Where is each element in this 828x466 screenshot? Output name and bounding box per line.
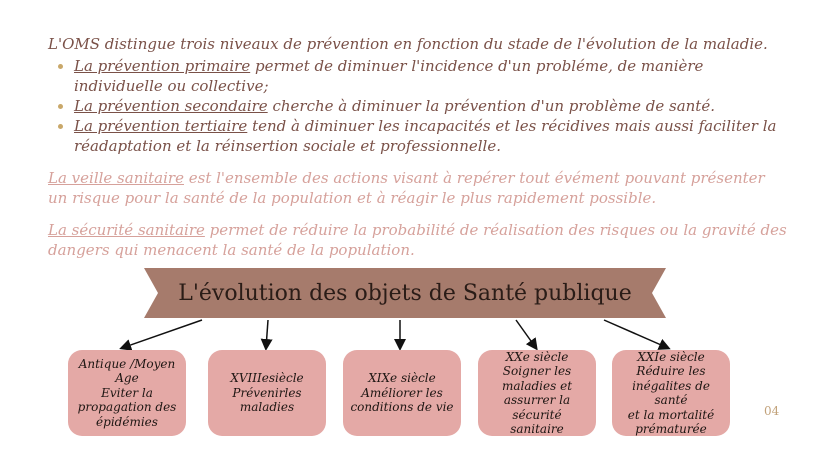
level-text: cherche à diminuer la prévention d'un problème de santé. (267, 97, 715, 115)
era-box-18th-century: XVIIIesiècle Prévenirles maladies (208, 350, 326, 436)
intro-text: L'OMS distingue trois niveaux de prévention en fonction du stade de l'évolution de la maladie. (48, 35, 768, 53)
era-box-21st-century: XXIe siècle Réduire les inégalites de santé et la mortalité prématurée (612, 350, 730, 436)
arrow-4 (516, 320, 536, 348)
securite-term: La sécurité sanitaire (48, 221, 205, 239)
securite-text: permet de réduire la probabilité de réalisation des risques ou la gravité des dangers qui menacent la santé de la population. (48, 221, 787, 259)
level-term: La prévention primaire (74, 57, 251, 75)
page-number: 04 (764, 404, 780, 418)
arrow-1 (122, 320, 202, 348)
era-box-19th-century: XIXe siècle Améliorer les conditions de vie (343, 350, 461, 436)
level-term: La prévention tertiaire (74, 117, 248, 135)
veille-text: est l'ensemble des actions visant à repérer tout évément pouvant présenter un risque pour la santé de la population et à réagir le plus rapidement possible. (48, 169, 765, 207)
level-text: permet de diminuer l'incidence d'un probléme, de manière individuelle ou collective; (74, 57, 704, 95)
banner-title: L'évolution des objets de Santé publique (178, 280, 632, 306)
arrow-2 (266, 320, 268, 348)
arrow-5 (604, 320, 668, 348)
veille-term: La veille sanitaire (48, 169, 184, 187)
era-box-antiquity: Antique /Moyen Age Eviter la propagation des épidémies (68, 350, 186, 436)
level-text: tend à diminuer les incapacités et les récidives mais aussi faciliter la réadaptation et la réinsertion sociale et professionnelle. (74, 117, 777, 155)
era-box-20th-century: XXe siècle Soigner les maladies et assurrer la sécurité sanitaire (478, 350, 596, 436)
level-term: La prévention secondaire (74, 97, 268, 115)
